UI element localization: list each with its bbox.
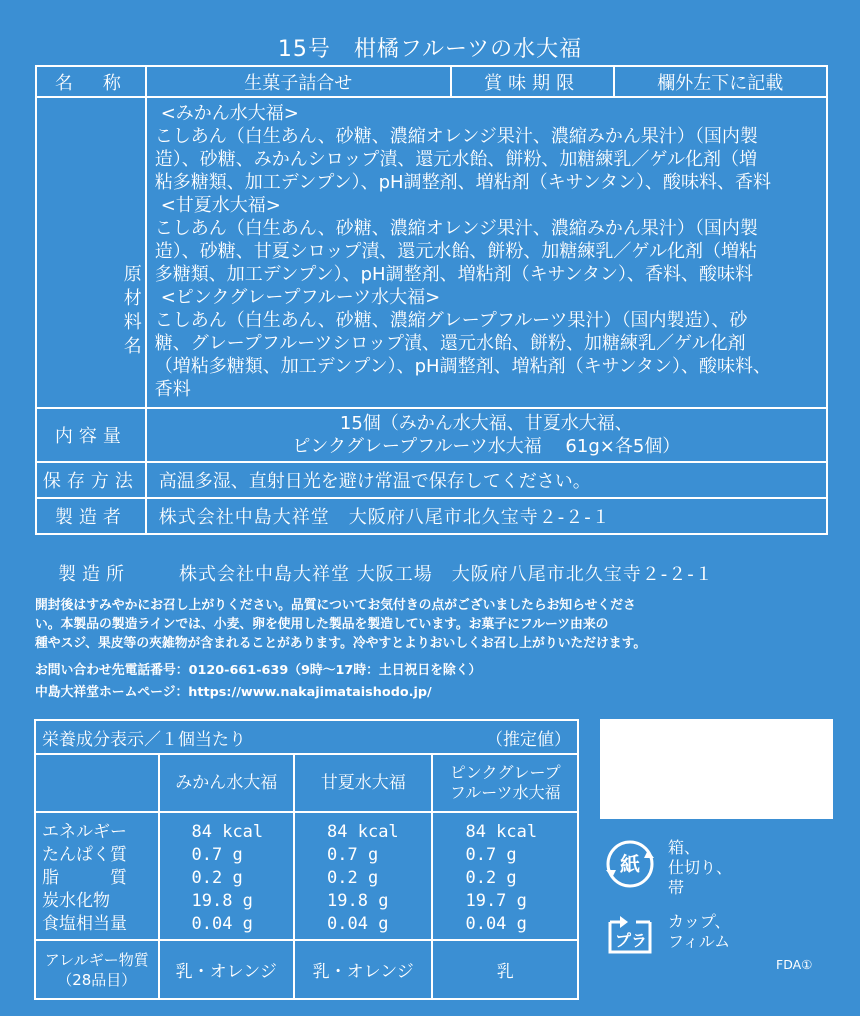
nutrient-name: 脂 質 [42,868,127,888]
contact-phone: お問い合わせ先電話番号：0120-661-639（9時～17時：土日祝日を除く） [35,663,482,678]
name-label: 名 称 [36,66,146,97]
volume-line: ピンクグレープフルーツ水大福 61g×各5個） [292,436,681,457]
expiry-label: 賞味期限 [451,66,614,97]
notice-line: 開封後はすみやかにお召し上がりください。品質についてお気付きの点がございましたらお知らせくださ [35,598,636,613]
ingredient-line: こしあん（白生あん、砂糖、濃縮オレンジ果汁、濃縮みかん果汁）（国内製 [154,126,758,147]
nutrient-names [35,812,159,940]
volume-label: 内容量 [36,408,146,462]
nutrition-header [35,720,578,754]
ingredient-line: 造）、砂糖、みかんシロップ漬、還元水飴、餅粉、加糖練乳／ゲル化剤（増 [154,149,757,170]
nutrient-name: たんぱく質 [42,845,127,865]
plastic-mark-text: プラ [614,931,648,950]
ingredient-line: 香料 [154,379,191,400]
volume-line: 15個（みかん水大福、甘夏水大福、 [339,413,633,434]
allergen-label: アレルギー物質 （28品目） [35,940,159,999]
nutrient-values-pink-grapefruit: 84 kcal 0.7 g 0.2 g 19.7 g 0.04 g [432,812,578,940]
nutrition-estimate: （推定値） [486,729,571,750]
storage-value: 高温多湿、直射日光を避け常温で保存してください。 [146,462,827,498]
plastic-recycle-icon [604,912,656,958]
ingredient-heading: <甘夏水大福> [160,195,281,216]
volume-value [146,408,827,462]
ingredient-line: （増粘多糖類、加工デンプン）、pH調整剤、増粘剤（キサンタン）、酸味料、 [154,356,771,377]
nutrition-table [34,719,579,1000]
ingredient-line: 造）、砂糖、甘夏シロップ漬、還元水飴、餅粉、加糖練乳／ゲル化剤（増粘 [154,241,757,262]
notice-line: 種やスジ、果皮等の夾雑物が含まれることがあります。冷やすとよりおいしくお召し上がりいただけます。 [35,636,647,651]
factory-label: 製造所 [58,564,130,585]
ingredient-heading: <ピンクグレープフルーツ水大福> [160,287,441,308]
notice-line: い。本製品の製造ラインでは、小麦、卵を使用した製品を製造しています。お菓子にフルーツ由来の [35,617,609,632]
recycle-plastic [604,912,731,958]
maker-value: 株式会社中島大祥堂 大阪府八尾市北久宝寺２-２-１ [146,498,827,534]
label-table [35,65,828,535]
expiry-print-area [600,719,833,819]
nutrition-corner [35,754,159,812]
plastic-items: カップ、 フィルム [668,912,731,951]
recycle-paper [604,838,732,898]
allergen-amanatsu: 乳・オレンジ [294,940,432,999]
paper-items: 箱、 仕切り、 帯 [668,838,733,897]
nutrition-column-pink-grapefruit: ピンクグレープ フルーツ水大福 [432,754,578,812]
ingredients-cell [146,97,827,408]
allergen-mikan: 乳・オレンジ [159,940,295,999]
contact-homepage[interactable]: 中島大祥堂ホームページ：https://www.nakajimataishodo.jp/ [35,685,432,700]
notice-text [35,596,835,653]
contact-info [35,660,835,704]
storage-label: 保存方法 [36,462,146,498]
nutrient-name: エネルギー [42,822,127,842]
ingredient-line: 粘多糖類、加工デンプン）、pH調整剤、増粘剤（キサンタン）、酸味料、香料 [154,172,771,193]
name-value: 生菓子詰合せ [146,66,451,97]
ingredient-line: 多糖類、加工デンプン）、pH調整剤、増粘剤（キサンタン）、香料、酸味料 [154,264,753,285]
ingredient-line: こしあん（白生あん、砂糖、濃縮オレンジ果汁、濃縮みかん果汁）（国内製 [154,218,758,239]
ingredient-heading: <みかん水大福> [160,103,299,124]
nutrient-values-mikan: 84 kcal 0.7 g 0.2 g 19.8 g 0.04 g [159,812,295,940]
nutrient-name: 食塩相当量 [42,914,127,934]
maker-label: 製造者 [36,498,146,534]
expiry-value: 欄外左下に記載 [614,66,827,97]
ingredient-line: 糖、グレープフルーツシロップ漬、還元水飴、餅粉、加糖練乳／ゲル化剤 [154,333,746,354]
ingredients-label: 原材料名 [36,97,146,408]
fda-code: FDA① [776,957,813,972]
nutrient-name: 炭水化物 [42,891,110,911]
factory-row [35,558,828,588]
nutrition-title: 栄養成分表示／１個当たり [42,729,246,750]
nutrient-values-amanatsu: 84 kcal 0.7 g 0.2 g 19.8 g 0.04 g [294,812,432,940]
allergen-pink-grapefruit: 乳 [432,940,578,999]
paper-recycle-icon [604,838,656,890]
ingredient-line: こしあん（白生あん、砂糖、濃縮グレープフルーツ果汁）（国内製造）、砂 [154,310,748,331]
nutrition-column-mikan: みかん水大福 [159,754,295,812]
product-title: 15号 柑橘フルーツの水大福 [277,37,583,62]
nutrition-column-amanatsu: 甘夏水大福 [294,754,432,812]
factory-value: 株式会社中島大祥堂 大阪工場 大阪府八尾市北久宝寺２-２-１ [179,564,714,585]
paper-mark-text: 紙 [620,852,640,876]
